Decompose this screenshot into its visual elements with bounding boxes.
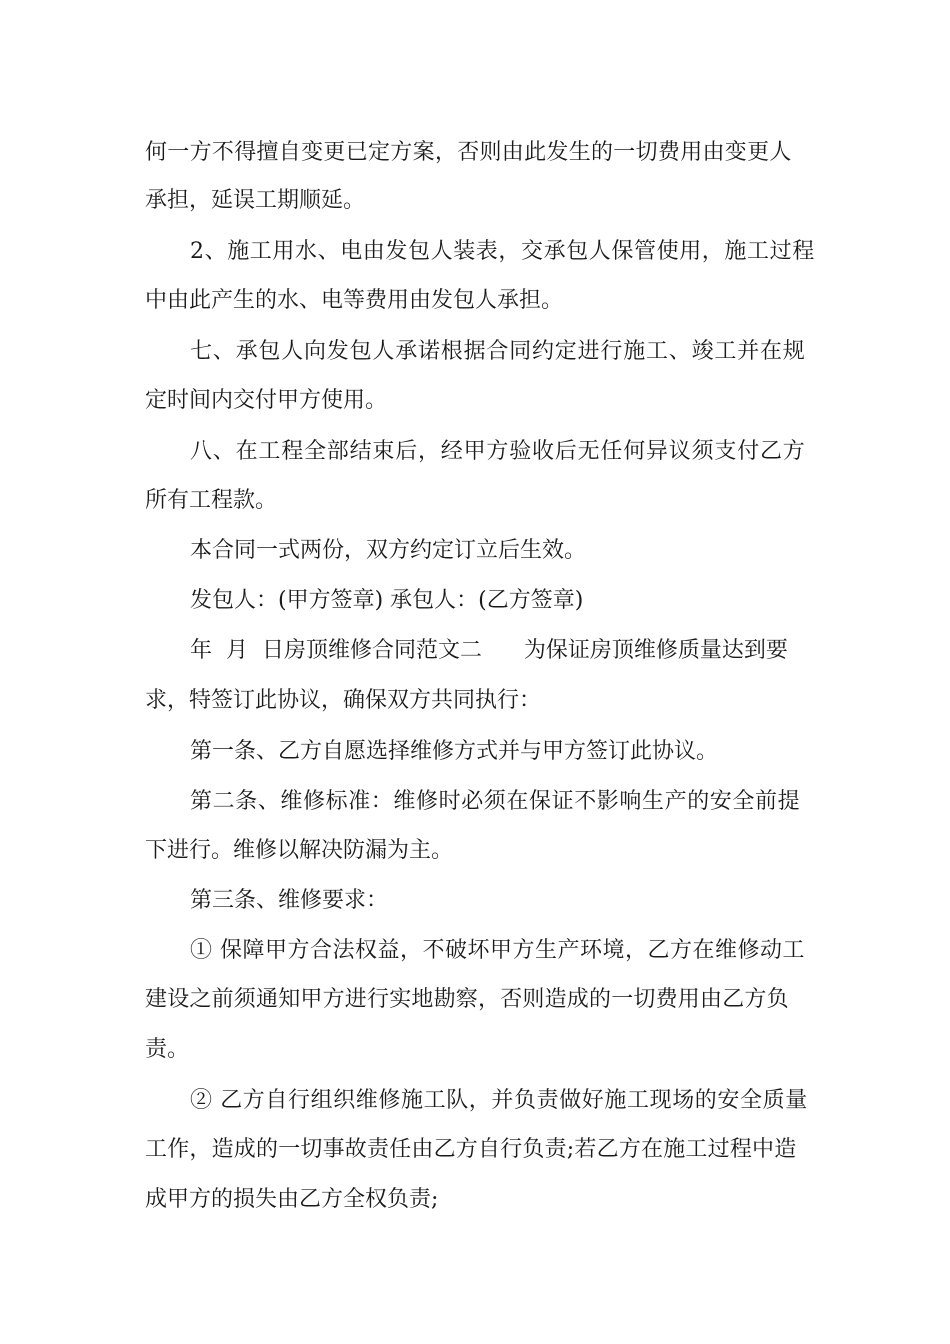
text-line: 下进行。维修以解决防漏为主。: [145, 838, 454, 863]
text-line: 中由此产生的水、电等费用由发包人承担。: [145, 288, 564, 313]
text-line: 求，特签订此协议，确保双方共同执行：: [145, 688, 542, 713]
text-line: 所有工程款。: [145, 488, 278, 513]
text-line: 工作，造成的一切事故责任由乙方自行负责;若乙方在施工过程中造: [145, 1137, 797, 1162]
text-line: ② 乙方自行组织维修施工队，并负责做好施工现场的安全质量: [190, 1088, 808, 1113]
text-line: 2、施工用水、电由发包人装表，交承包人保管使用，施工过程: [190, 239, 815, 264]
text-line: 建设之前须通知甲方进行实地勘察，否则造成的一切费用由乙方负: [145, 987, 789, 1012]
text-line: 承担，延误工期顺延。: [145, 188, 366, 213]
text-line: 责。: [145, 1037, 190, 1062]
text-line: 八、在工程全部结束后，经甲方验收后无任何异议须支付乙方: [190, 439, 806, 464]
text-line: 七、承包人向发包人承诺根据合同约定进行施工、竣工并在规: [190, 339, 806, 364]
text-line: 本合同一式两份，双方约定订立后生效。: [190, 538, 587, 563]
text-line: 发包人：(甲方签章) 承包人：(乙方签章): [190, 588, 584, 613]
text-line: 年 月 日房顶维修合同范文二 为保证房顶维修质量达到要: [190, 638, 788, 663]
text-line: ① 保障甲方合法权益，不破坏甲方生产环境，乙方在维修动工: [190, 938, 805, 963]
text-line: 第二条、维修标准：维修时必须在保证不影响生产的安全前提: [190, 789, 801, 814]
text-line: 何一方不得擅自变更已定方案，否则由此发生的一切费用由变更人: [145, 140, 792, 165]
text-line: 第一条、乙方自愿选择维修方式并与甲方签订此协议。: [190, 739, 719, 764]
text-line: 第三条、维修要求：: [190, 888, 389, 913]
text-line: 定时间内交付甲方使用。: [145, 388, 388, 413]
text-line: 成甲方的损失由乙方全权负责;: [145, 1187, 439, 1212]
